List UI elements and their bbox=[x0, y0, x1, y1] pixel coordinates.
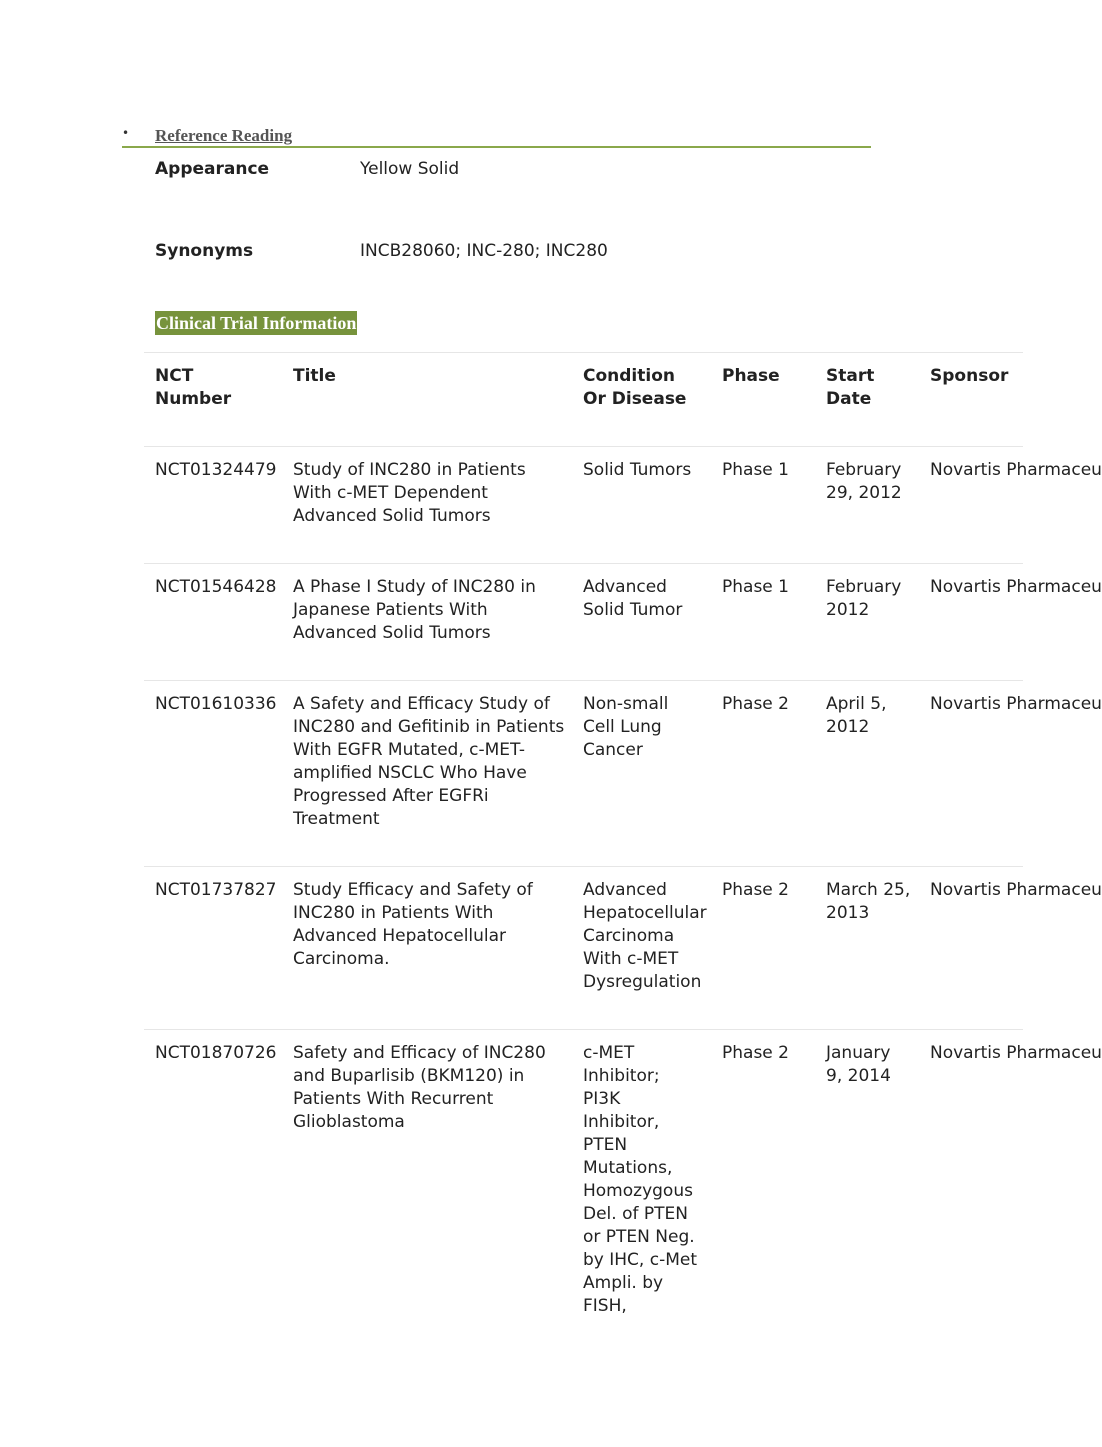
reference-reading-link[interactable]: Reference Reading bbox=[155, 126, 293, 145]
synonyms-label: Synonyms bbox=[155, 241, 254, 261]
trial-title: A Phase I Study of INC280 in Japanese Patients With Advanced Solid Tumors bbox=[293, 577, 536, 643]
trial-phase: Phase 2 bbox=[722, 694, 789, 714]
nct-number: NCT01324479 bbox=[155, 460, 277, 480]
nct-number: NCT01870726 bbox=[155, 1043, 277, 1063]
synonyms-value: INCB28060; INC-280; INC280 bbox=[360, 241, 608, 261]
trial-condition: c-MET Inhibitor; PI3K Inhibitor, PTEN Mutations, Homozygous Del. of PTEN or PTEN Neg. by IHC, c-Met Ampli. by FISH, bbox=[583, 1043, 698, 1316]
trial-sponsor: Novartis Pharmaceu bbox=[930, 880, 1102, 900]
trial-title: Study Efficacy and Safety of INC280 in Patients With Advanced Hepatocellular Carcinoma. bbox=[293, 880, 533, 969]
appearance-label: Appearance bbox=[155, 159, 270, 179]
trial-condition: Non-small Cell Lung Cancer bbox=[583, 694, 669, 760]
header-sponsor: Sponsor bbox=[930, 366, 1009, 386]
trial-start-date: March 25, 2013 bbox=[826, 880, 911, 923]
trial-condition: Advanced Hepatocellular Carcinoma With c-MET Dysregulation bbox=[583, 880, 707, 992]
table-row bbox=[144, 680, 1102, 866]
header-phase: Phase bbox=[722, 366, 780, 386]
trial-sponsor: Novartis Pharmaceu bbox=[930, 577, 1102, 597]
table-row bbox=[144, 563, 1102, 680]
trial-start-date: April 5, 2012 bbox=[826, 694, 887, 737]
trial-start-date: February 2012 bbox=[826, 577, 902, 620]
header-nct-number: NCT Number bbox=[155, 366, 232, 409]
table-row bbox=[144, 1029, 1102, 1330]
table-header-row bbox=[144, 352, 1023, 446]
header-start-date: Start Date bbox=[826, 366, 875, 409]
clinical-trial-table bbox=[144, 352, 1102, 1330]
trial-sponsor: Novartis Pharmaceu bbox=[930, 460, 1102, 480]
trial-phase: Phase 2 bbox=[722, 1043, 789, 1063]
trial-sponsor: Novartis Pharmaceu bbox=[930, 694, 1102, 714]
trial-phase: Phase 1 bbox=[722, 577, 789, 597]
header-condition: Condition Or Disease bbox=[583, 366, 687, 409]
trial-phase: Phase 1 bbox=[722, 460, 789, 480]
nct-number: NCT01737827 bbox=[155, 880, 277, 900]
bullet-marker: • bbox=[122, 126, 130, 140]
trial-title: Study of INC280 in Patients With c-MET Dependent Advanced Solid Tumors bbox=[293, 460, 526, 526]
trial-start-date: February 29, 2012 bbox=[826, 460, 902, 503]
header-title: Title bbox=[293, 366, 336, 386]
appearance-value: Yellow Solid bbox=[360, 159, 460, 179]
table-row bbox=[144, 446, 1102, 563]
clinical-trial-heading: Clinical Trial Information bbox=[156, 313, 357, 333]
trial-start-date: January 9, 2014 bbox=[826, 1043, 891, 1086]
trial-title: A Safety and Efficacy Study of INC280 and Gefitinib in Patients With EGFR Mutated, c-MET- amplified NSCLC Who Have Progressed After EGFRi Treatment bbox=[293, 694, 565, 829]
trial-title: Safety and Efficacy of INC280 and Buparlisib (BKM120) in Patients With Recurrent Glioblastoma bbox=[293, 1043, 546, 1132]
trial-sponsor: Novartis Pharmaceu bbox=[930, 1043, 1102, 1063]
table-row bbox=[144, 866, 1102, 1029]
section-divider bbox=[122, 146, 871, 148]
nct-number: NCT01610336 bbox=[155, 694, 277, 714]
trial-condition: Advanced Solid Tumor bbox=[583, 577, 683, 620]
nct-number: NCT01546428 bbox=[155, 577, 277, 597]
trial-phase: Phase 2 bbox=[722, 880, 789, 900]
trial-condition: Solid Tumors bbox=[583, 460, 692, 480]
